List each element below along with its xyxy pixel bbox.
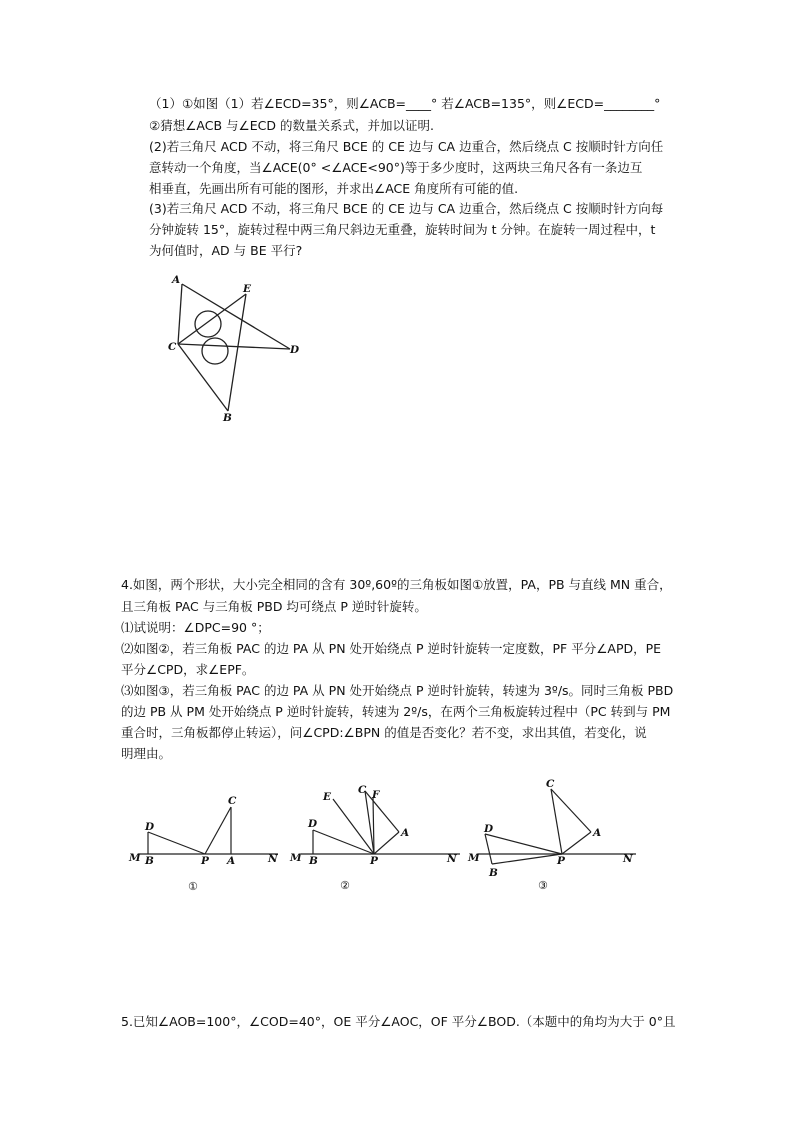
q3-line-1: （1）①如图（1）若∠ECD=35°，则∠ACB=____° 若∠ACB=135°，则∠ECD=________° [149, 96, 661, 111]
segment-AC [178, 284, 182, 344]
point-label-M: M [129, 852, 141, 864]
q4-line-2: 且三角板 PAC 与三角板 PBD 均可绕点 P 逆时针旋转。 [121, 599, 427, 614]
point-label-M: M [468, 852, 480, 864]
segment-PD [485, 834, 562, 854]
point-label-B: B [223, 412, 232, 424]
segment-BD [485, 834, 492, 864]
q4-line-7: 的边 PB 从 PM 处开始绕点 P 逆时针旋转，转速为 2º/s，在两个三角板旋转过程中（PC 转到与 PM [121, 704, 671, 719]
point-label-A: A [401, 827, 410, 839]
point-label-A: A [593, 827, 602, 839]
point-label-D: D [308, 818, 318, 830]
q4-line-9: 明理由。 [121, 746, 172, 761]
point-label-N: N [268, 853, 278, 865]
segment-PA [374, 832, 399, 854]
q3-figure [160, 268, 310, 428]
q3-line-2: ②猜想∠ACB 与∠ECD 的数量关系式，并加以证明. [149, 118, 434, 133]
segment-PA [562, 832, 591, 854]
segment-CD [178, 344, 290, 349]
q4-line-8: 重合时，三角板都停止转运），问∠CPD:∠BPN 的值是否变化？若不变，求出其值，若变化，说 [121, 725, 647, 740]
point-label-C: C [546, 778, 555, 790]
point-label-A: A [172, 274, 181, 286]
point-label-P: P [370, 855, 378, 867]
point-label-C: C [358, 784, 367, 796]
q4-line-5: 平分∠CPD，求∠EPF。 [121, 662, 255, 677]
q4-figure-3 [467, 778, 636, 892]
q4-line-1: 4.如图，两个形状，大小完全相同的含有 30º,60º的三角板如图①放置，PA，PB 与直线 MN 重合， [121, 577, 672, 592]
point-label-A: A [227, 855, 236, 867]
point-label-B: B [145, 855, 154, 867]
point-label-D: D [290, 344, 300, 356]
segment-PD [148, 832, 205, 854]
figure-caption-2: ② [340, 879, 350, 892]
segment-PB [492, 854, 562, 864]
point-label-N: N [623, 853, 633, 865]
q3-line-6: (3)若三角尺 ACD 不动，将三角尺 BCE 的 CE 边与 CA 边重合，然后绕点 C 按顺时针方向每 [149, 201, 664, 216]
segment-PC [205, 807, 231, 854]
q3-line-3: (2)若三角尺 ACD 不动，将三角尺 BCE 的 CE 边与 CA 边重合，然后绕点 C 按顺时针方向任 [149, 139, 664, 154]
point-label-E: E [323, 791, 332, 803]
q4-line-3: ⑴试说明：∠DPC=90 °； [121, 620, 270, 635]
segment-EB [228, 294, 246, 411]
figure-caption-1: ① [188, 880, 198, 893]
figure-caption-3: ③ [538, 879, 548, 892]
point-label-D: D [145, 821, 155, 833]
q4-figure-1 [128, 795, 278, 893]
q4-figure-2 [289, 784, 460, 892]
point-label-P: P [201, 855, 209, 867]
point-label-M: M [290, 852, 302, 864]
angle-arc-circle-1 [195, 311, 221, 337]
q3-line-7: 分钟旋转 15°，旋转过程中两三角尺斜边无重叠，旋转时间为 t 分钟。在旋转一周过程中，t [149, 222, 656, 237]
q3-line-5: 相垂直，先画出所有可能的图形，并求出∠ACE 角度所有可能的值. [149, 181, 519, 196]
point-label-P: P [557, 855, 565, 867]
q4-line-4: ⑵如图②，若三角板 PAC 的边 PA 从 PN 处开始绕点 P 逆时针旋转一定度数，PF 平分∠APD，PE [121, 641, 662, 656]
q3-line-8: 为何值时，AD 与 BE 平行? [149, 243, 303, 258]
point-label-B: B [489, 867, 498, 879]
point-label-C: C [228, 795, 237, 807]
q3-line-4: 意转动一个角度，当∠ACE(0° <∠ACE<90°)等于多少度时，这两块三角尺各有一条边互 [149, 160, 643, 175]
point-label-C: C [168, 341, 177, 353]
q5-line-1: 5.已知∠AOB=100°，∠COD=40°，OE 平分∠AOC，OF 平分∠BOD.（本题中的角均为大于 0°且 [121, 1014, 676, 1029]
point-label-F: F [372, 789, 380, 801]
angle-arc-circle-2 [202, 338, 228, 364]
q4-figures [118, 772, 648, 902]
q4-line-6: ⑶如图③，若三角板 PAC 的边 PA 从 PN 处开始绕点 P 逆时针旋转，转速为 3º/s。同时三角板 PBD [121, 683, 674, 698]
segment-AD [182, 284, 290, 349]
point-label-D: D [484, 823, 494, 835]
point-label-N: N [447, 853, 457, 865]
point-label-E: E [243, 283, 252, 295]
point-label-B: B [309, 855, 318, 867]
